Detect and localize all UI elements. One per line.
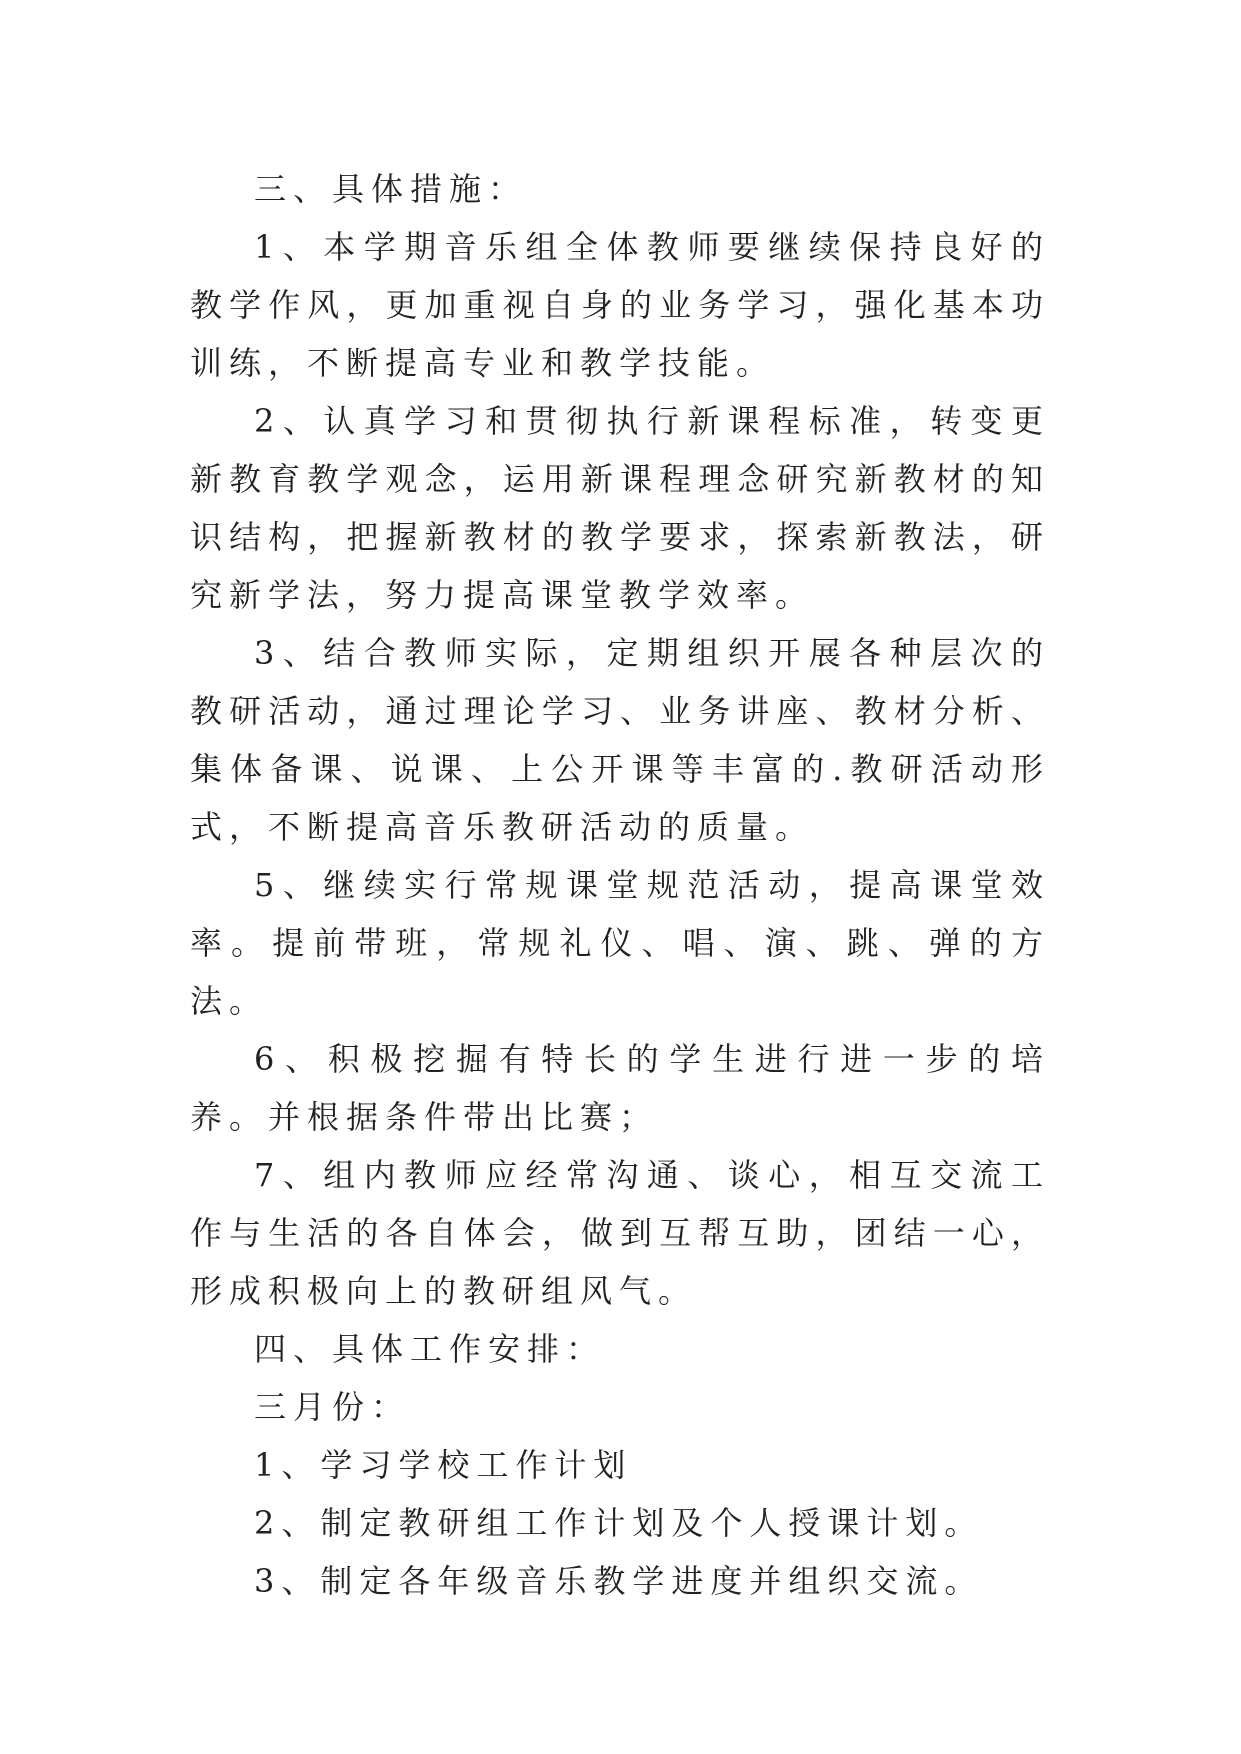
- paragraph-item-1: 1、本学期音乐组全体教师要继续保持良好的教学作风，更加重视自身的业务学习，强化基本功训练，不断提高专业和教学技能。: [190, 228, 1050, 382]
- paragraph-item-3: 3、结合教师实际，定期组织开展各种层次的教研活动，通过理论学习、业务讲座、教材分析、集体备课、说课、上公开课等丰富的.教研活动形式，不断提高音乐教研活动的质量。: [190, 634, 1050, 846]
- paragraph-item-2: 2、认真学习和贯彻执行新课程标准，转变更新教育教学观念，运用新课程理念研究新教材的知识结构，把握新教材的教学要求，探索新教法，研究新学法，努力提高课堂教学效率。: [190, 402, 1050, 614]
- document-body: [190, 160, 1050, 1610]
- schedule-item-3: 3、制定各年级音乐教学进度并组织交流。: [254, 1562, 984, 1600]
- section-heading-measures: 三、具体措施：: [254, 170, 528, 208]
- section-heading-schedule: 四、具体工作安排：: [254, 1330, 606, 1368]
- paragraph-item-5: 5、继续实行常规课堂规范活动，提高课堂效率。提前带班，常规礼仪、唱、演、跳、弹的方法。: [190, 866, 1050, 1020]
- schedule-item-2: 2、制定教研组工作计划及个人授课计划。: [254, 1504, 984, 1542]
- schedule-item-1: 1、学习学校工作计划: [254, 1446, 633, 1484]
- month-heading-march: 三月份：: [254, 1388, 411, 1426]
- paragraph-item-7: 7、组内教师应经常沟通、谈心，相互交流工作与生活的各自体会，做到互帮互助，团结一心，形成积极向上的教研组风气。: [190, 1156, 1050, 1310]
- paragraph-item-6: 6、积极挖掘有特长的学生进行进一步的培养。并根据条件带出比赛；: [190, 1040, 1050, 1136]
